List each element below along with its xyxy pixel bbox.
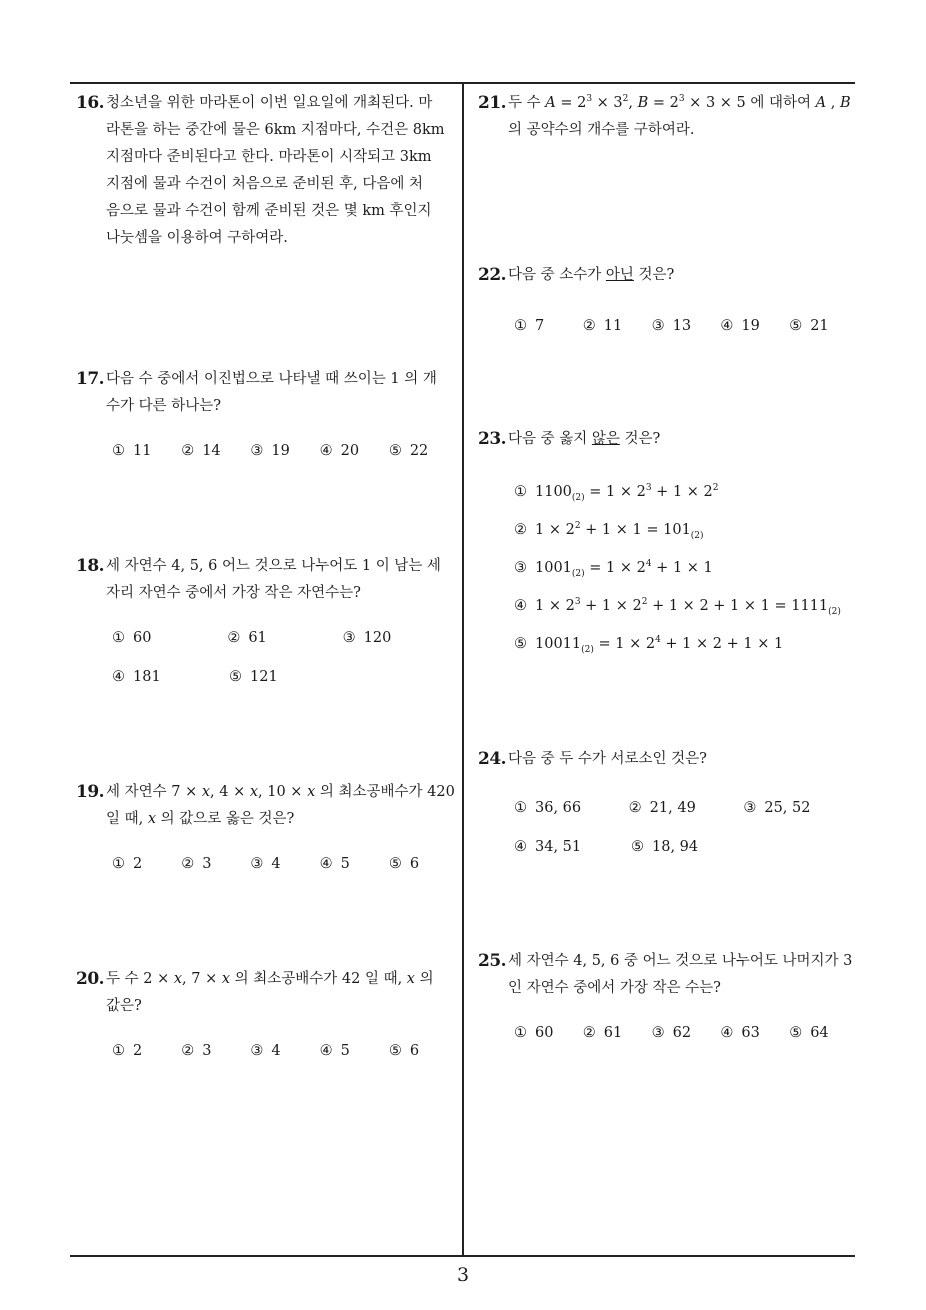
option-5[interactable]: ⑤ 121 [229,669,278,685]
question-number: 17. [76,369,105,389]
option-1[interactable]: ① $1100_{(2)} = 1 \times 2^3 + 1 \times 2^2$ [514,483,719,503]
question-18 [76,553,458,691]
option-3[interactable]: ③ $1001_{(2)} = 1 \times 2^4 + 1 \times 1$ [514,559,713,579]
answer-options-row-1 [514,795,858,822]
option-5[interactable]: ⑤ 21 [789,318,829,334]
option-3[interactable]: ③ 13 [651,318,692,334]
option-1[interactable]: ① 2 [112,1043,143,1059]
option-3[interactable]: ③ 4 [250,856,281,872]
text-line: 인 자연수 중에서 가장 작은 수는? [508,980,721,996]
option-1[interactable]: ① 60 [112,630,152,646]
question-number: 21. [478,93,507,113]
text-line: 일 때, x 의 값으로 옳은 것은? [106,811,295,827]
text-line: 다음 수 중에서 이진법으로 나타낼 때 쓰이는 1 의 개 [106,371,437,387]
option-3[interactable]: ③ 62 [651,1025,692,1041]
question-number: 24. [478,749,507,769]
answer-options [112,438,458,465]
question-text [106,779,458,833]
option-1[interactable]: ① 36, 66 [514,800,582,816]
option-2[interactable]: ② 14 [181,443,221,459]
bottom-rule [70,1255,855,1257]
option-2[interactable]: ② 21, 49 [628,800,696,816]
question-text: 다음 중 소수가 아닌 것은? [508,267,675,283]
question-text [106,966,458,1020]
page-number: 3 [456,1264,470,1286]
answer-options [514,1020,858,1047]
column-divider [462,82,464,1257]
answer-options [514,313,858,340]
option-1[interactable]: ① 11 [112,443,152,459]
question-number: 22. [478,265,507,285]
question-text [508,948,858,1002]
question-text: 다음 중 두 수가 서로소인 것은? [508,751,707,767]
option-4[interactable]: ④ 63 [720,1025,760,1041]
question-number: 19. [76,782,105,802]
text-line: 두 수 2 × x, 7 × x 의 최소공배수가 42 일 때, x 의 [106,971,434,987]
option-2[interactable]: ② $1 \times 2^2 + 1 \times 1 = 101_{(2)}$ [514,521,704,541]
question-16 [76,90,458,252]
question-22 [478,262,858,340]
option-5[interactable]: ⑤ 6 [388,856,420,872]
answer-options-row-2 [112,664,458,691]
text-line: 값은? [106,998,142,1014]
question-number: 25. [478,951,507,971]
option-5[interactable]: ⑤ 18, 94 [631,839,699,855]
answer-options-row-2 [514,834,858,861]
option-1[interactable]: ① 60 [514,1025,554,1041]
option-4[interactable]: ④ $1 \times 2^3 + 1 \times 2^2 + 1 \times 2 + 1 \times 1 = 1111_{(2)}$ [514,597,841,617]
option-4[interactable]: ④ 34, 51 [514,839,582,855]
text-line: 청소년을 위한 마라톤이 이번 일요일에 개최된다. 마 [106,95,433,111]
text-line: 라톤을 하는 중간에 물은 6km 지점마다, 수건은 8km [106,122,445,138]
option-3[interactable]: ③ 25, 52 [743,800,811,816]
text-line: 지점에 물과 수건이 처음으로 준비된 후, 다음에 처 [106,176,424,192]
question-23 [478,426,858,663]
answer-options [514,473,858,663]
text-line: 음으로 물과 수건이 함께 준비된 것은 몇 km 후인지 [106,203,432,219]
question-17 [76,366,458,465]
option-5[interactable]: ⑤ 64 [789,1025,829,1041]
answer-options [112,851,458,878]
option-4[interactable]: ④ 19 [720,318,760,334]
option-5[interactable]: ⑤ $10011_{(2)} = 1 \times 2^4 + 1 \times 2 + 1 \times 1$ [514,635,784,655]
text-line: 세 자연수 7 × x, 4 × x, 10 × x 의 최소공배수가 420 [106,784,455,800]
question-number: 23. [478,429,507,449]
question-number: 20. [76,969,105,989]
option-2[interactable]: ② 61 [582,1025,623,1041]
question-24 [478,746,858,861]
option-2[interactable]: ② 61 [227,630,267,646]
option-2[interactable]: ② 11 [582,318,623,334]
answer-options [112,1038,458,1065]
option-3[interactable]: ③ 120 [342,630,392,646]
question-21 [478,90,858,144]
text-line: 두 수 $A = 2^3 \times 3^2$, $B = 2^3 \times 3 \times 5$ 에 대하여 A , B [508,94,851,111]
question-text: 다음 중 옳지 않은 것은? [508,431,661,447]
text-line: 지점마다 준비된다고 한다. 마라톤이 시작되고 3km [106,149,432,165]
text-line: 세 자연수 4, 5, 6 중 어느 것으로 나누어도 나머지가 3 [508,953,853,969]
text-line: 의 공약수의 개수를 구하여라. [508,122,695,138]
question-text [106,366,458,420]
option-3[interactable]: ③ 4 [250,1043,281,1059]
text-line: 세 자연수 4, 5, 6 어느 것으로 나누어도 1 이 남는 세 [106,558,441,574]
question-number: 16. [76,93,105,113]
answer-options-row-1 [112,625,458,652]
question-25 [478,948,858,1047]
option-4[interactable]: ④ 5 [319,856,350,872]
question-20 [76,966,458,1065]
question-text [106,553,458,607]
option-5[interactable]: ⑤ 22 [388,443,429,459]
option-1[interactable]: ① 2 [112,856,143,872]
option-3[interactable]: ③ 19 [250,443,290,459]
text-line: 수가 다른 하나는? [106,398,222,414]
option-2[interactable]: ② 3 [181,856,212,872]
question-text [508,90,858,144]
option-2[interactable]: ② 3 [181,1043,212,1059]
question-number: 18. [76,556,105,576]
option-4[interactable]: ④ 20 [319,443,360,459]
text-line: 자리 자연수 중에서 가장 작은 자연수는? [106,585,361,601]
option-4[interactable]: ④ 5 [319,1043,350,1059]
question-text [106,90,458,252]
option-4[interactable]: ④ 181 [112,669,161,685]
option-1[interactable]: ① 7 [514,318,545,334]
text-line: 나눗셈을 이용하여 구하여라. [106,230,288,246]
question-19 [76,779,458,878]
option-5[interactable]: ⑤ 6 [388,1043,420,1059]
